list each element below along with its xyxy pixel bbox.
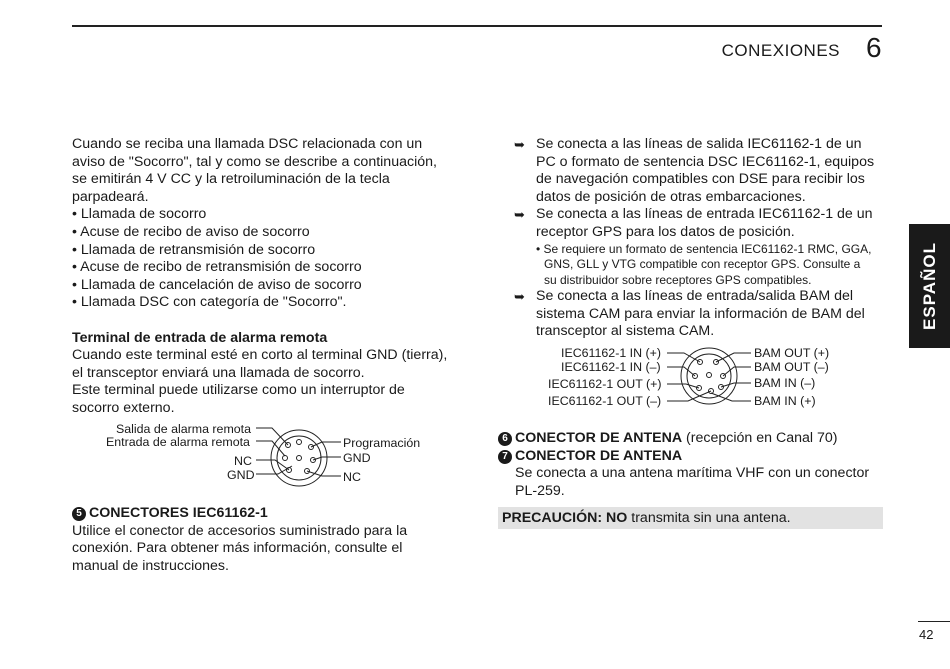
iec-leader bbox=[667, 353, 700, 362]
iec-label-out-minus: IEC61162-1 OUT (–) bbox=[548, 394, 662, 408]
note-line: • Se requiere un formato de sentencia IEC61162-1 RMC, GGA, bbox=[536, 241, 872, 256]
intro-line: aviso de "Socorro", tal y como se describe a continuación, bbox=[72, 153, 437, 170]
intro-line: se emitirán 4 V CC y la retroiluminación de la tecla bbox=[72, 171, 390, 188]
item-line: transceptor al sistema CAM. bbox=[536, 323, 715, 340]
section-title: CONEXIONES bbox=[721, 41, 840, 60]
alarm-line: Este terminal puede utilizarse como un interruptor de bbox=[72, 382, 405, 399]
antenna2-number: 7 bbox=[498, 450, 512, 464]
antenna2-title: CONECTOR DE ANTENA bbox=[515, 447, 683, 464]
antenna1-number: 6 bbox=[498, 432, 512, 446]
item-line: Se conecta a las líneas de salida IEC61162-1 de un bbox=[536, 136, 862, 152]
iec-label-in-minus: IEC61162-1 IN (–) bbox=[561, 360, 661, 374]
bullet-item: • Llamada de socorro bbox=[72, 206, 207, 223]
bullet-item: • Llamada de cancelación de aviso de socorro bbox=[72, 276, 362, 293]
iec-line: conexión. Para obtener más información, consulte el bbox=[72, 540, 403, 557]
alarm-label-gnd: GND bbox=[227, 468, 255, 482]
alarm-line: socorro externo. bbox=[72, 399, 175, 416]
alarm-label-gnd-right: GND bbox=[343, 451, 371, 465]
alarm-line: Cuando este terminal esté en corto al terminal GND (tierra), bbox=[72, 347, 448, 364]
iec-section-number: 5 bbox=[72, 507, 86, 521]
page-number: 42 bbox=[919, 627, 934, 642]
item-line: Se conecta a las líneas de entrada/salida BAM del bbox=[536, 288, 854, 305]
alarm-label-nc: NC bbox=[234, 454, 252, 468]
alarm-label-programming: Programación bbox=[343, 436, 421, 450]
antenna2-line: PL-259. bbox=[515, 482, 565, 499]
bam-label-in-plus: BAM IN (+) bbox=[754, 394, 816, 408]
iec-section-title: CONECTORES IEC61162-1 bbox=[89, 505, 268, 521]
caution-label: PRECAUCIÓN: NO bbox=[502, 510, 628, 526]
footer-rule bbox=[918, 621, 950, 622]
alarm-label-remote-in: Entrada de alarma remota bbox=[106, 435, 250, 449]
item-line: PC o formato de sentencia DSC IEC61162-1, equipos bbox=[536, 153, 875, 170]
item-line: datos de posición de otras embarcaciones. bbox=[536, 188, 806, 205]
iec-label-in-plus: IEC61162-1 IN (+) bbox=[561, 346, 661, 360]
bam-label-in-minus: BAM IN (–) bbox=[754, 376, 816, 390]
antenna1-suffix: (recepción en Canal 70) bbox=[682, 430, 838, 446]
iec-line: manual de instrucciones. bbox=[72, 557, 229, 574]
item-line: receptor GPS para los datos de posición. bbox=[536, 223, 795, 240]
antenna-section bbox=[498, 430, 888, 500]
iec-line: Utilice el conector de accesorios suministrado para la bbox=[72, 522, 408, 539]
note-line: GNS, GLL y VTG compatible con receptor GPS. Consulte a bbox=[544, 257, 861, 272]
caution-box bbox=[498, 507, 883, 529]
item-line: sistema CAM para enviar la información de BAM del bbox=[536, 305, 865, 322]
bullet-item: • Llamada de retransmisión de socorro bbox=[72, 241, 316, 258]
intro-line: Cuando se reciba una llamada DSC relacionada con un bbox=[72, 136, 423, 152]
arrow-icon: ➥ bbox=[514, 289, 525, 305]
iec-label-out-plus: IEC61162-1 OUT (+) bbox=[548, 377, 662, 391]
antenna2-line: Se conecta a una antena marítima VHF con un conector bbox=[515, 465, 870, 482]
language-tab-label: ESPAÑOL bbox=[919, 242, 939, 330]
item-line: de navegación compatibles con DSE para recibir los bbox=[536, 171, 865, 188]
iec-pin bbox=[707, 373, 712, 378]
note-line: su distribuidor sobre receptores GPS compatibles. bbox=[544, 272, 812, 287]
section-number: 6 bbox=[866, 32, 882, 63]
iec-connector bbox=[667, 348, 751, 404]
alarm-label-nc-right: NC bbox=[343, 470, 361, 484]
bam-label-out-minus: BAM OUT (–) bbox=[754, 360, 829, 374]
item-line: Se conecta a las líneas de entrada IEC61162-1 de un bbox=[536, 206, 873, 223]
intro-line: parpadeará. bbox=[72, 188, 149, 205]
bullet-item: • Llamada DSC con categoría de "Socorro". bbox=[72, 294, 347, 311]
bam-label-out-plus: BAM OUT (+) bbox=[754, 346, 830, 360]
arrow-icon: ➥ bbox=[514, 137, 525, 152]
alarm-label-remote-out: Salida de alarma remota bbox=[116, 422, 251, 436]
bullet-item: • Acuse de recibo de retransmisión de socorro bbox=[72, 259, 362, 276]
alarm-title: Terminal de entrada de alarma remota bbox=[72, 329, 328, 346]
alarm-line: el transceptor enviará una llamada de socorro. bbox=[72, 364, 365, 381]
arrow-icon: ➥ bbox=[514, 207, 525, 223]
antenna1-title: CONECTOR DE ANTENA bbox=[515, 430, 683, 446]
caution-text: transmita sin una antena. bbox=[627, 510, 791, 526]
bullet-item: • Acuse de recibo de aviso de socorro bbox=[72, 223, 310, 240]
